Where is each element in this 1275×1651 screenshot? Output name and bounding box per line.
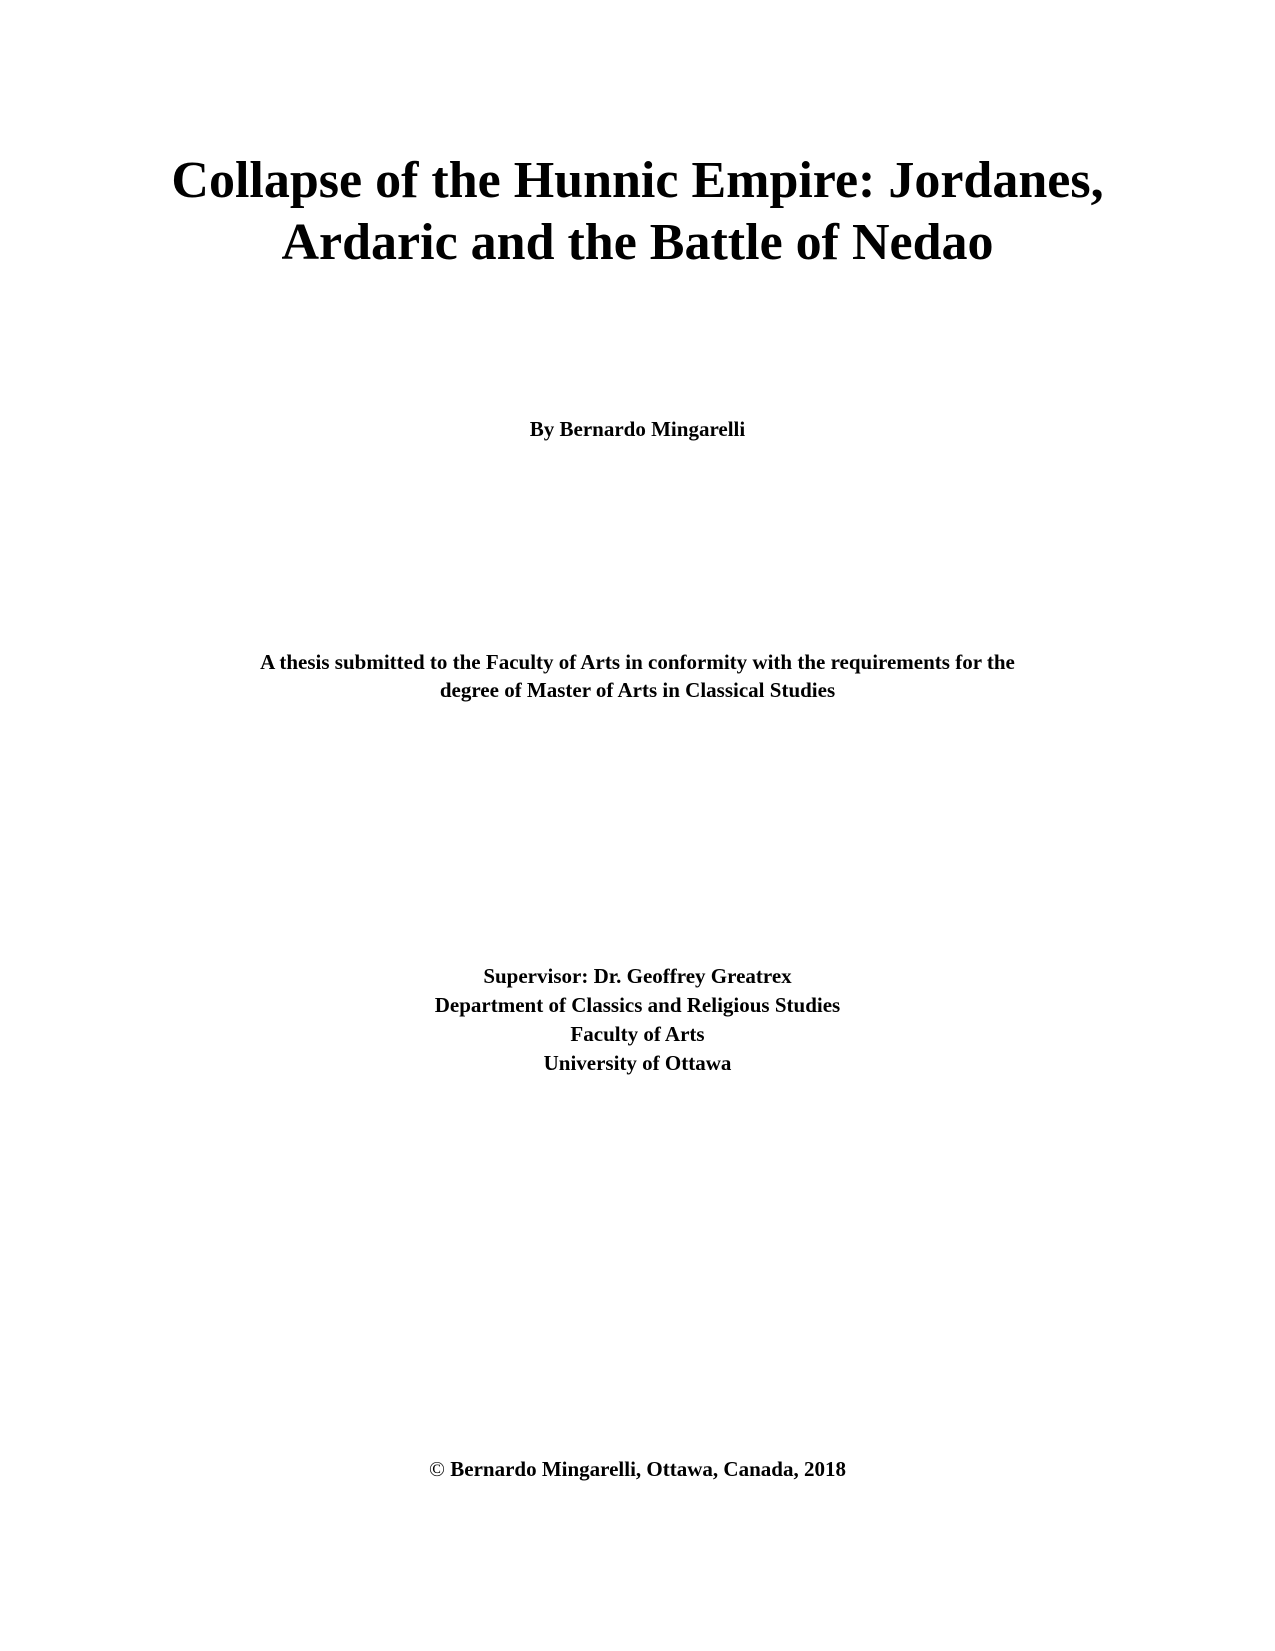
- supervisor-name: Supervisor: Dr. Geoffrey Greatrex: [483, 964, 792, 988]
- department-name: Department of Classics and Religious Studies: [434, 993, 841, 1017]
- thesis-title-line-1: Collapse of the Hunnic Empire: Jordanes,: [171, 152, 1104, 209]
- thesis-statement-line-2: degree of Master of Arts in Classical Studies: [439, 678, 836, 702]
- supervision-block: [0, 962, 1275, 1078]
- copyright-icon: ©: [429, 1457, 445, 1481]
- university-name: University of Ottawa: [543, 1051, 732, 1075]
- thesis-title-line-2: Ardaric and the Battle of Nedao: [281, 214, 994, 271]
- thesis-title: [0, 150, 1275, 274]
- thesis-statement-line-1: A thesis submitted to the Faculty of Arts in conformity with the requirements for the: [260, 650, 1015, 674]
- copyright-notice: [0, 1455, 1275, 1483]
- thesis-statement: [0, 648, 1275, 704]
- copyright-text: Bernardo Mingarelli, Ottawa, Canada, 2018: [450, 1457, 846, 1481]
- author-byline: By Bernardo Mingarelli: [529, 417, 746, 441]
- faculty-name: Faculty of Arts: [570, 1022, 705, 1046]
